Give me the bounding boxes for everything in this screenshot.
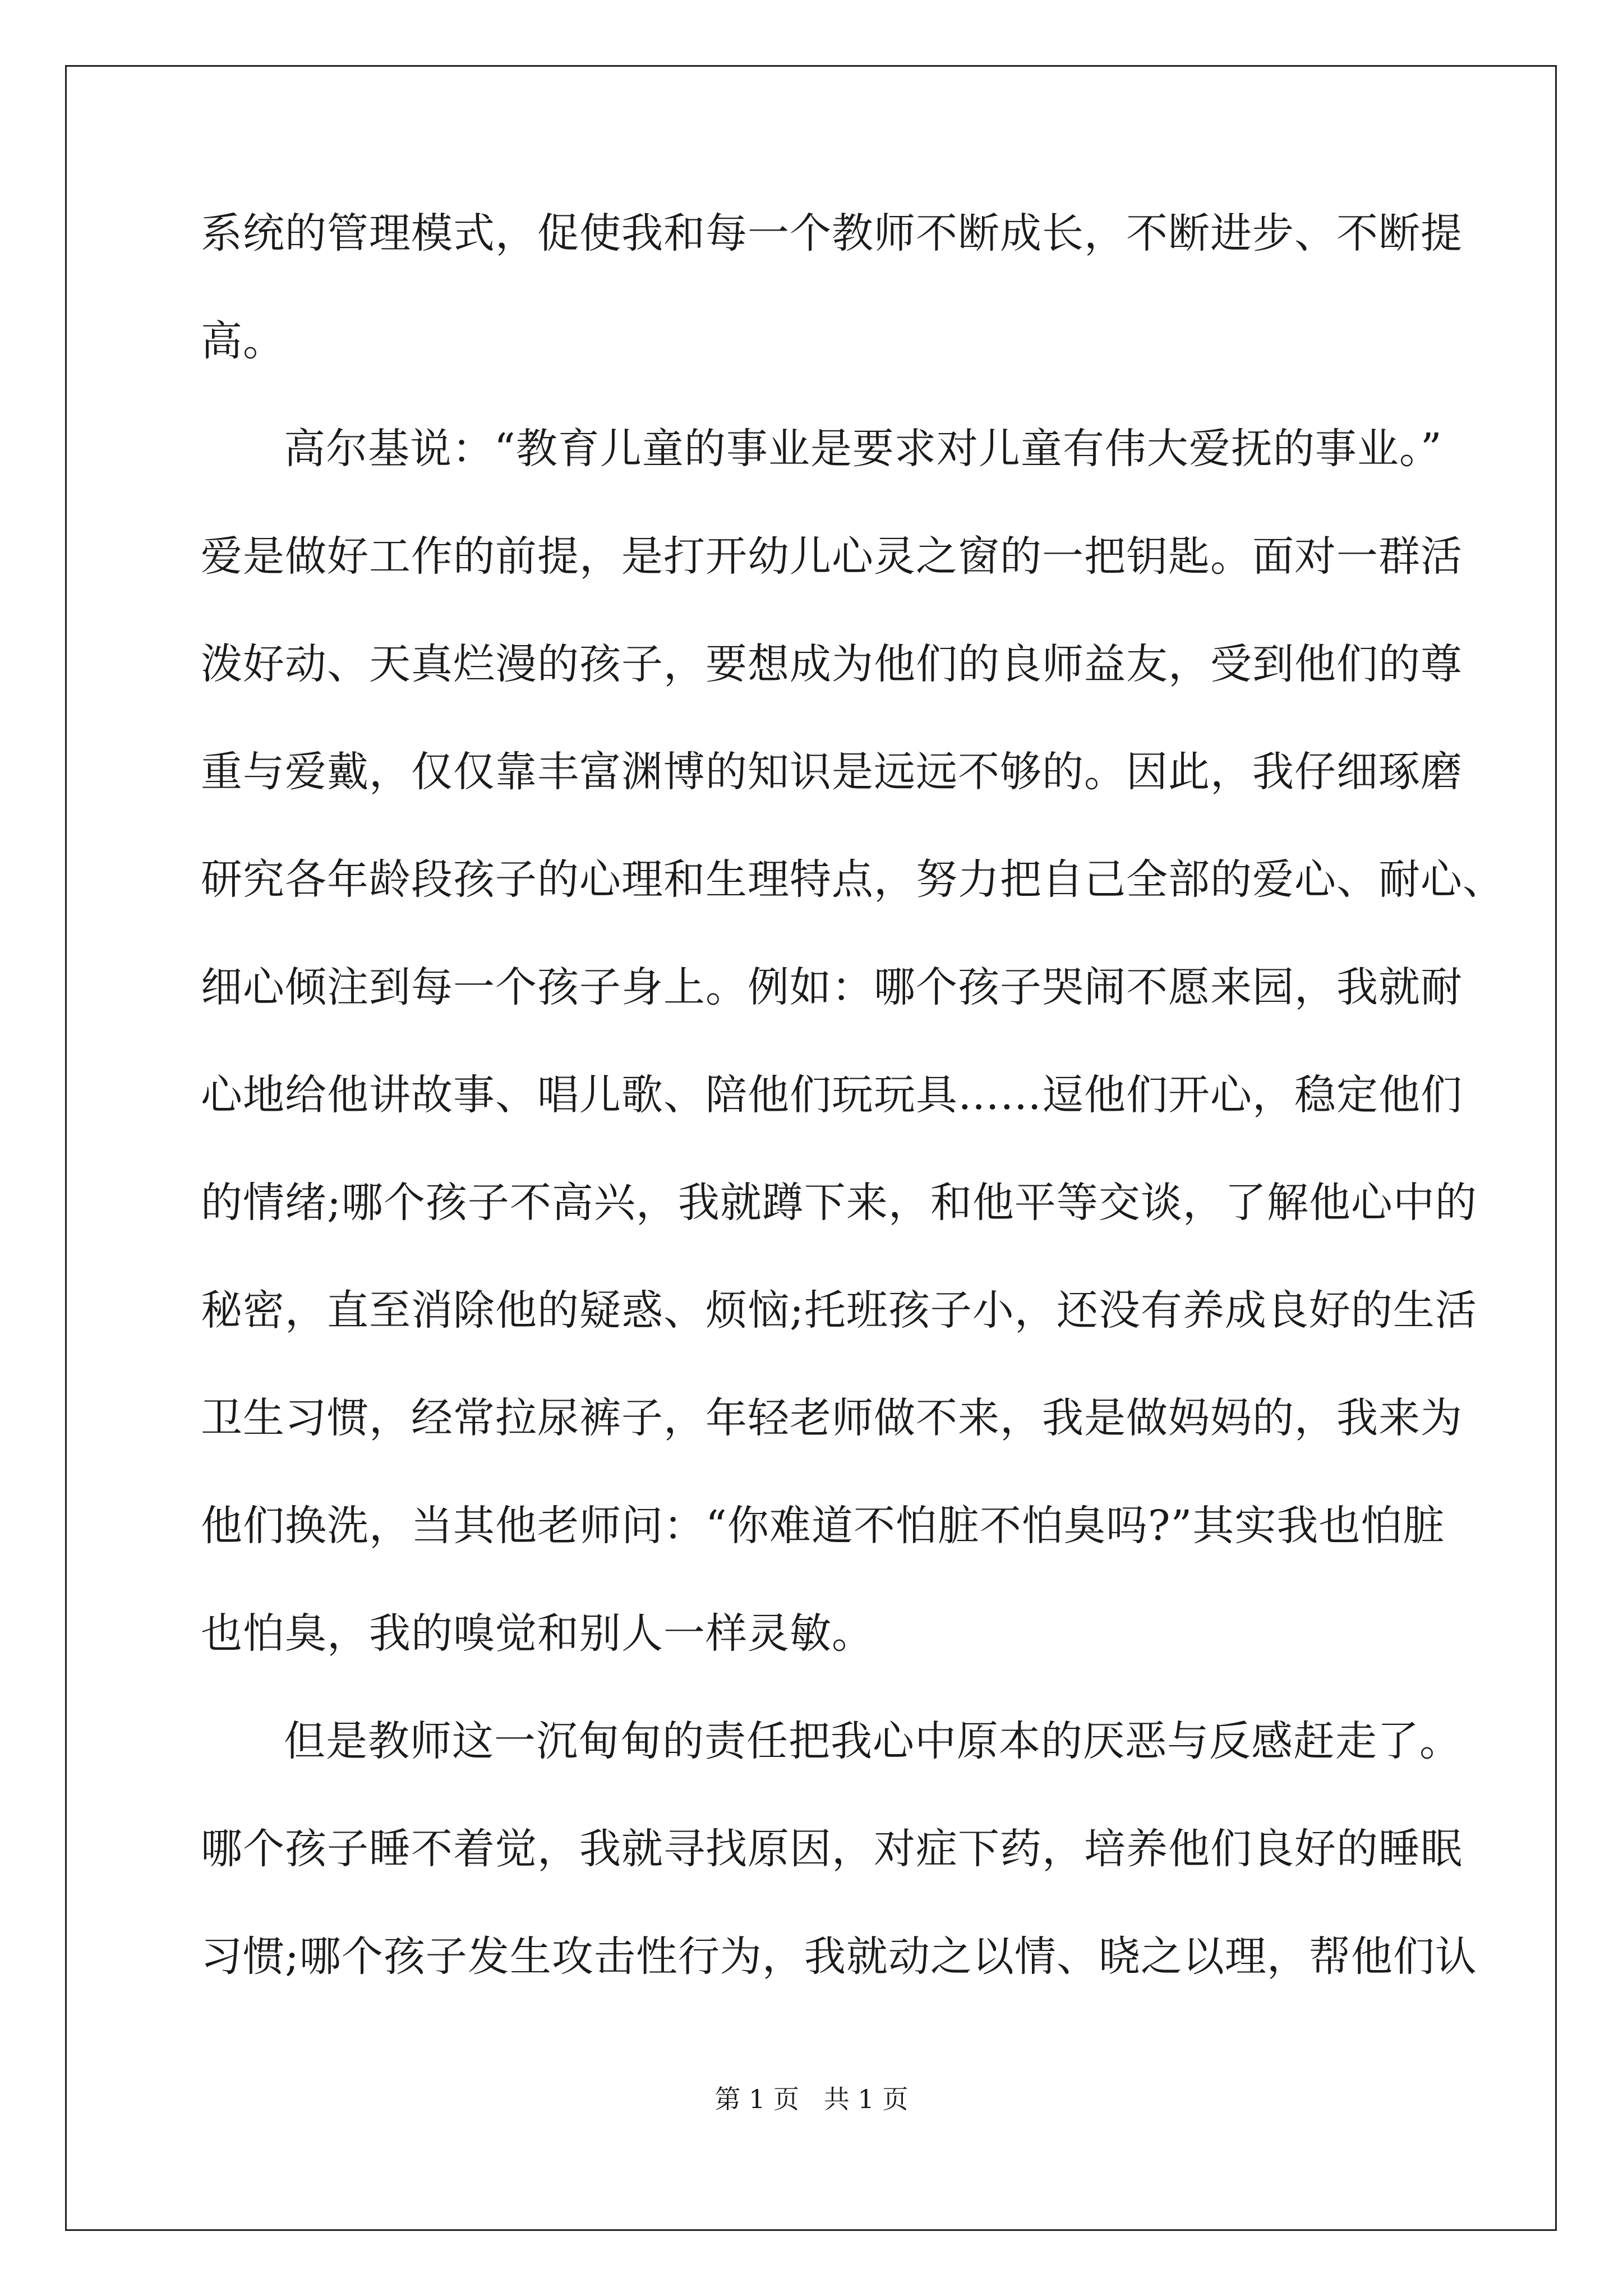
text-line-5: 泼好动、天真烂漫的孩子，要想成为他们的良师益友，受到他们的尊 bbox=[201, 640, 1463, 688]
text-line-8: 细心倾注到每一个孩子身上。例如：哪个孩子哭闹不愿来园，我就耐 bbox=[201, 963, 1463, 1011]
text-line-16: 哪个孩子睡不着觉，我就寻找原因，对症下药，培养他们良好的睡眠 bbox=[201, 1825, 1463, 1873]
text-line-13: 他们换洗，当其他老师问：“你难道不怕脏不怕臭吗?”其实我也怕脏 bbox=[201, 1502, 1445, 1550]
text-line-3: 高尔基说：“教育儿童的事业是要求对儿童有伟大爱抚的事业。” bbox=[284, 425, 1442, 473]
text-line-4: 爱是做好工作的前提，是打开幼儿心灵之窗的一把钥匙。面对一群活 bbox=[201, 532, 1463, 581]
document-body bbox=[201, 180, 1505, 2010]
text-line-14: 也怕臭，我的嗅觉和别人一样灵敏。 bbox=[201, 1609, 874, 1658]
text-line-1: 系统的管理模式，促使我和每一个教师不断成长，不断进步、不断提 bbox=[201, 209, 1463, 257]
text-line-9: 心地给他讲故事、唱儿歌、陪他们玩玩具……逗他们开心，稳定他们 bbox=[201, 1071, 1463, 1119]
text-line-15: 但是教师这一沉甸甸的责任把我心中原本的厌恶与反感赶走了。 bbox=[284, 1717, 1461, 1765]
text-line-6: 重与爱戴，仅仅靠丰富渊博的知识是远远不够的。因此，我仔细琢磨 bbox=[201, 748, 1463, 796]
text-line-17: 习惯;哪个孩子发生攻击性行为，我就动之以情、晓之以理，帮他们认 bbox=[201, 1932, 1477, 1981]
text-line-12: 卫生习惯，经常拉尿裤子，年轻老师做不来，我是做妈妈的，我来为 bbox=[201, 1394, 1463, 1442]
text-line-7: 研究各年龄段孩子的心理和生理特点，努力把自己全部的爱心、耐心、 bbox=[201, 855, 1505, 904]
text-line-2: 高。 bbox=[201, 317, 285, 365]
text-line-11: 秘密，直至消除他的疑惑、烦恼;托班孩子小，还没有养成良好的生活 bbox=[201, 1286, 1477, 1335]
page-footer: 第 1 页 共 1 页 bbox=[714, 2084, 909, 2114]
text-line-10: 的情绪;哪个孩子不高兴，我就蹲下来，和他平等交谈，了解他心中的 bbox=[201, 1179, 1477, 1227]
